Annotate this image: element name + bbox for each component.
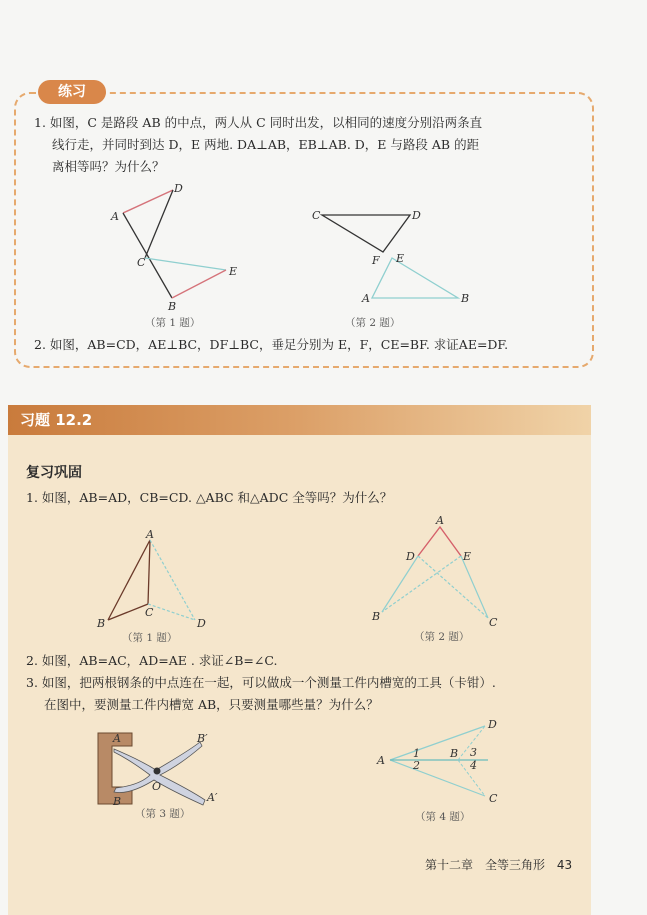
point-label: B <box>372 610 381 623</box>
section-subtitle: 复习巩固 <box>26 465 82 481</box>
point-label: E <box>463 550 472 563</box>
figure-stroke <box>418 527 461 556</box>
figure-stroke <box>150 540 195 620</box>
point-label: D <box>406 550 415 563</box>
exercise-q1-line3: 离相等吗？为什么？ <box>52 159 165 174</box>
figure-caption: （第 3 题） <box>135 808 191 820</box>
point-label: 2 <box>413 759 420 772</box>
point-label: B <box>113 795 122 808</box>
point-label: A <box>146 528 154 541</box>
point-label: C <box>489 792 498 805</box>
point-label: A <box>436 514 444 527</box>
page-number: 43 <box>556 858 573 872</box>
figure-stroke <box>461 556 488 618</box>
figure-caption: （第 1 题） <box>122 632 178 644</box>
section-q3-line2: 在图中，要测量工件内槽宽 AB，只要测量哪些量？为什么？ <box>44 697 379 712</box>
figure-stroke <box>382 556 418 612</box>
figure-caption: （第 4 题） <box>415 811 471 823</box>
section-q2: 2. 如图，AB=AC，AD=AE . 求证∠B=∠C. <box>26 653 278 668</box>
exercise-badge: 练习 <box>38 80 106 104</box>
section-figure-4 <box>376 718 498 823</box>
point-label: 1 <box>413 747 420 760</box>
point-label: F <box>372 254 380 267</box>
point-label: O <box>152 780 162 793</box>
chapter-title: 第十二章 全等三角形 <box>425 858 546 872</box>
figure-caption: （第 1 题） <box>145 317 201 329</box>
page-footer <box>425 856 572 873</box>
section-figure-2 <box>371 514 498 643</box>
section-figure-3 <box>98 732 218 820</box>
point-label: D <box>197 617 206 630</box>
point-label: E <box>229 265 238 278</box>
section-q3-line1: 3. 如图，把两根钢条的中点连在一起，可以做成一个测量工件内槽宽的工具（卡钳）. <box>26 675 496 690</box>
point-label: C <box>312 209 321 222</box>
point-label: A′ <box>207 791 218 804</box>
point-label: C <box>489 616 498 629</box>
point-label: D <box>412 209 421 222</box>
point-label: A <box>111 210 119 223</box>
point-label: A <box>377 754 385 767</box>
point-label: C <box>137 256 146 269</box>
figure-caption: （第 2 题） <box>345 317 401 329</box>
figure-stroke <box>418 556 488 618</box>
section-q1: 1. 如图，AB=AD，CB=CD. △ABC 和△ADC 全等吗？为什么？ <box>26 490 393 505</box>
point-label: B <box>97 617 106 630</box>
figure-stroke <box>108 540 150 620</box>
point-label: E <box>396 252 405 265</box>
point-label: C <box>145 606 154 619</box>
figure-caption: （第 2 题） <box>414 631 470 643</box>
point-label: D <box>488 718 497 731</box>
exercise-q2: 2. 如图，AB=CD，AE⊥BC，DF⊥BC，垂足分别为 E，F，CE=BF. 求证AE=DF. <box>34 337 509 352</box>
section-figure-1 <box>96 528 206 644</box>
point-label: B <box>168 300 177 313</box>
point-label: B′ <box>197 732 208 745</box>
point-label: B <box>450 747 459 760</box>
exercise-q1-line2: 线行走，并同时到达 D，E 两地. DA⊥AB，EB⊥AB. D，E 与路段 AB 的距 <box>52 137 480 152</box>
point-label: B <box>461 292 470 305</box>
figure-stroke <box>154 768 161 775</box>
section-title: 习题 12.2 <box>8 405 591 435</box>
point-label: 4 <box>470 759 477 772</box>
point-label: D <box>174 182 183 195</box>
point-label: 3 <box>470 746 477 759</box>
exercise-q1-line1: 1. 如图，C 是路段 AB 的中点，两人从 C 同时出发，以相同的速度分别沿两条直 <box>34 115 483 130</box>
point-label: A <box>113 732 121 745</box>
point-label: A <box>362 292 370 305</box>
